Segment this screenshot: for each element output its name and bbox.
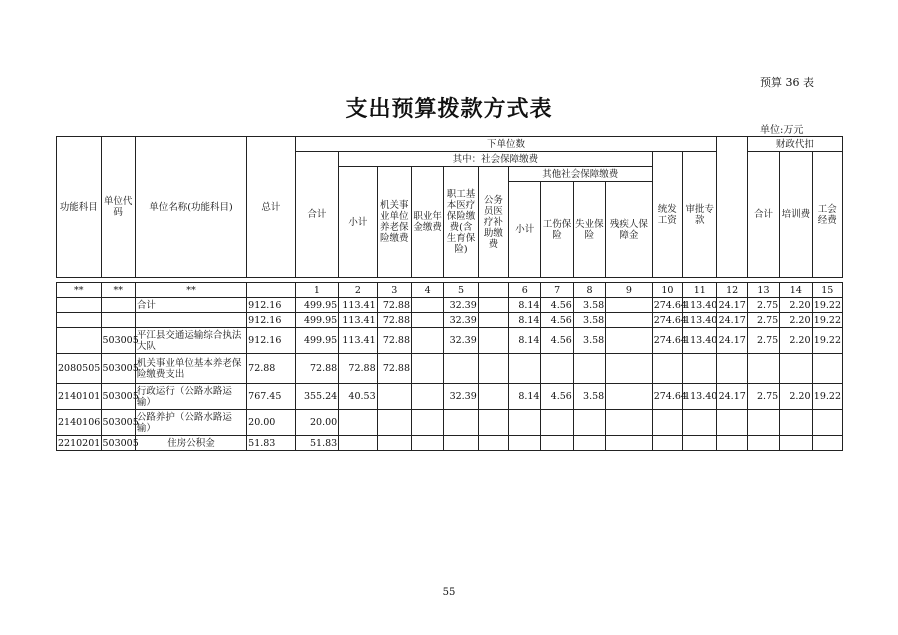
value-cell: 499.95	[295, 328, 338, 354]
value-cell: 24.17	[718, 299, 746, 311]
unit-code-cell: 503005	[102, 437, 139, 449]
value-cell	[444, 410, 478, 436]
index-row	[57, 283, 843, 298]
header-fiscal-deduct: 财政代扣	[747, 137, 842, 152]
unit-code-cell: 503005	[101, 410, 135, 436]
table-row	[57, 328, 843, 354]
value-cell: 72.88	[377, 298, 411, 313]
value-cell	[541, 410, 573, 436]
index-cell: 9	[606, 283, 653, 298]
index-cell: 2	[339, 283, 377, 298]
value-cell: 2.75	[747, 384, 779, 410]
value-cell	[606, 354, 653, 384]
index-cell	[478, 283, 508, 298]
index-cell: 14	[780, 283, 812, 298]
value-cell: 113.40	[684, 314, 718, 326]
value-cell	[412, 436, 444, 451]
header-fd-total: 合计	[747, 152, 779, 278]
value-cell	[412, 298, 444, 313]
value-cell	[683, 410, 717, 436]
value-cell	[812, 436, 842, 451]
index-cell: **	[135, 283, 246, 298]
header-training: 培训费	[780, 152, 812, 278]
index-cell: 12	[717, 283, 747, 298]
unit-code-cell	[101, 298, 135, 313]
index-cell: 13	[747, 283, 779, 298]
value-cell: 2.75	[747, 313, 779, 328]
value-cell: 72.88	[295, 354, 338, 384]
value-cell	[509, 410, 541, 436]
index-cell: 6	[509, 283, 541, 298]
header-medical: 职工基本医疗保险缴费(含生育保险)	[444, 167, 478, 278]
value-cell: 8.14	[509, 384, 541, 410]
table-row	[57, 354, 843, 384]
header-unit-code: 单位代码	[101, 137, 135, 278]
value-cell: 19.22	[812, 328, 842, 354]
unit-name-cell: 平江县交通运输综合执法大队	[135, 328, 246, 354]
table-row	[57, 313, 843, 328]
unit-name-cell: 公路养护（公路水路运输）	[135, 410, 246, 436]
table-row	[57, 384, 843, 410]
value-cell: 3.58	[573, 328, 605, 354]
value-cell: 113.41	[339, 298, 377, 313]
index-cell: 11	[683, 283, 717, 298]
value-cell	[444, 354, 478, 384]
value-cell	[780, 354, 812, 384]
table-row	[57, 298, 843, 313]
value-cell: 19.22	[813, 299, 841, 311]
value-cell: 2.75	[747, 328, 779, 354]
value-cell: 72.88	[377, 313, 411, 328]
value-cell: 19.22	[812, 384, 842, 410]
value-cell	[573, 410, 605, 436]
value-cell: 4.56	[541, 328, 573, 354]
value-cell	[717, 436, 747, 451]
total-cell: 72.88	[247, 354, 296, 384]
unit-name-cell: 机关事业单位基本养老保险缴费支出	[135, 354, 246, 384]
value-cell: 274.64	[652, 328, 682, 354]
value-cell	[573, 436, 605, 451]
index-cell: 3	[377, 283, 411, 298]
value-cell	[478, 384, 508, 410]
value-cell	[717, 410, 747, 436]
index-cell: **	[101, 283, 135, 298]
value-cell: 24.17	[717, 328, 747, 354]
func-code-cell: 2140101	[57, 384, 102, 410]
value-cell	[683, 436, 717, 451]
value-cell	[444, 436, 478, 451]
value-cell: 113.41	[339, 313, 377, 328]
unit-label: 单位:万元	[760, 125, 804, 136]
header-union: 工会经费	[812, 152, 843, 278]
header-injury: 工伤保险	[541, 182, 573, 278]
value-cell: 113.40	[684, 299, 718, 311]
index-cell: 4	[412, 283, 444, 298]
unit-name-cell	[135, 313, 246, 328]
total-cell: 912.16	[247, 313, 296, 328]
value-cell: 355.24	[295, 384, 338, 410]
value-cell	[606, 410, 653, 436]
value-cell: 72.88	[377, 328, 411, 354]
value-cell: 2.75	[747, 298, 779, 313]
value-cell	[412, 354, 444, 384]
index-cell: 7	[541, 283, 573, 298]
header-approval-placeholder	[717, 137, 747, 278]
header-approval: 审批专款	[682, 152, 717, 278]
value-cell: 32.39	[444, 298, 478, 313]
value-cell	[747, 436, 779, 451]
value-cell: 2.20	[780, 313, 812, 328]
value-cell	[747, 410, 779, 436]
value-cell: 499.95	[295, 298, 338, 313]
header-ss-subtotal: 小计	[339, 167, 377, 278]
value-cell: 499.95	[295, 313, 338, 328]
value-cell: 3.58	[573, 384, 605, 410]
value-cell	[377, 410, 411, 436]
unit-code-cell	[101, 313, 135, 328]
value-cell	[412, 384, 444, 410]
total-cell: 912.16	[247, 298, 296, 313]
unit-code-cell: 503005	[101, 328, 135, 354]
index-cell: 10	[652, 283, 682, 298]
page-title: 支出预算拨款方式表	[345, 97, 553, 122]
value-cell: 2.20	[780, 384, 812, 410]
value-cell	[478, 313, 508, 328]
budget-table-body	[56, 282, 843, 451]
value-cell: 8.14	[509, 328, 541, 354]
header-unit-name: 单位名称(功能科目)	[135, 137, 246, 278]
func-code-cell	[57, 328, 102, 354]
value-cell: 274.64	[652, 384, 682, 410]
value-cell	[652, 436, 682, 451]
header-unemployment: 失业保险	[573, 182, 605, 278]
index-cell: 15	[812, 283, 842, 298]
value-cell: 274.64	[653, 314, 687, 326]
value-cell: 113.41	[339, 328, 377, 354]
value-cell	[509, 354, 541, 384]
value-cell	[812, 410, 842, 436]
index-cell: 1	[295, 283, 338, 298]
value-cell	[541, 354, 573, 384]
value-cell	[747, 354, 779, 384]
value-cell	[478, 410, 508, 436]
header-unified-wage: 统发工资	[652, 152, 682, 278]
value-cell	[652, 354, 682, 384]
func-code-cell	[57, 298, 102, 313]
value-cell	[541, 436, 573, 451]
value-cell	[412, 410, 444, 436]
value-cell	[339, 410, 377, 436]
total-cell: 20.00	[247, 410, 296, 436]
table-row	[57, 436, 843, 451]
value-cell: 3.58	[573, 313, 605, 328]
value-cell: 32.39	[444, 384, 478, 410]
table-body	[57, 283, 843, 451]
value-cell: 4.56	[541, 384, 573, 410]
value-cell	[509, 436, 541, 451]
value-cell: 32.39	[444, 328, 478, 354]
value-cell	[606, 328, 653, 354]
value-cell: 4.56	[541, 313, 573, 328]
total-cell: 912.16	[247, 328, 296, 354]
value-cell: 24.17	[718, 314, 746, 326]
index-cell	[247, 283, 296, 298]
value-cell: 4.56	[541, 298, 573, 313]
index-cell: 8	[573, 283, 605, 298]
unit-name-cell: 住房公积金	[135, 436, 246, 451]
table-row	[57, 410, 843, 436]
budget-table	[56, 136, 843, 278]
header-disability: 残疾人保障金	[606, 182, 653, 278]
func-code-cell: 2210201	[58, 437, 101, 449]
func-code-cell: 2140106	[57, 410, 102, 436]
value-cell: 32.39	[444, 313, 478, 328]
header-social-security: 其中：社会保障缴费	[339, 152, 652, 167]
value-cell	[412, 328, 444, 354]
value-cell: 2.20	[780, 328, 812, 354]
header-func-subject: 功能科目	[57, 137, 102, 278]
value-cell	[478, 328, 508, 354]
value-cell	[377, 436, 411, 451]
header-annuity: 职业年金缴费	[411, 167, 443, 278]
index-cell: **	[57, 283, 102, 298]
value-cell: 113.40	[683, 328, 717, 354]
value-cell	[339, 436, 377, 451]
value-cell	[780, 436, 812, 451]
unit-code-cell: 503005	[101, 384, 135, 410]
value-cell: 2.20	[780, 298, 812, 313]
value-cell: 19.22	[813, 314, 841, 326]
unit-code-cell: 503005	[101, 354, 135, 384]
table-number: 预算 36 表	[760, 76, 814, 89]
value-cell	[573, 354, 605, 384]
value-cell: 72.88	[339, 354, 377, 384]
header-lower-units: 下单位数	[295, 137, 717, 152]
value-cell	[412, 313, 444, 328]
value-cell	[377, 384, 411, 410]
value-cell: 72.88	[377, 354, 411, 384]
total-cell: 767.45	[247, 384, 296, 410]
index-cell: 5	[444, 283, 478, 298]
total-cell: 51.83	[247, 436, 296, 451]
value-cell	[478, 354, 508, 384]
value-cell	[812, 354, 842, 384]
unit-name-cell: 行政运行（公路水路运输）	[135, 384, 246, 410]
value-cell: 3.58	[573, 298, 605, 313]
func-code-cell	[57, 313, 102, 328]
value-cell	[606, 313, 653, 328]
value-cell: 113.40	[683, 384, 717, 410]
header-civil-medical: 公务员医疗补助缴费	[478, 167, 508, 278]
func-code-cell: 2080505	[57, 354, 102, 384]
value-cell	[606, 436, 653, 451]
header-total: 总计	[247, 137, 296, 278]
value-cell	[652, 410, 682, 436]
value-cell: 8.14	[509, 313, 541, 328]
value-cell: 8.14	[509, 298, 541, 313]
value-cell: 40.53	[339, 384, 377, 410]
header-other-subtotal: 小计	[509, 182, 541, 278]
header-lower-total: 合计	[295, 152, 338, 278]
page-number: 55	[442, 587, 456, 598]
value-cell	[606, 384, 653, 410]
value-cell: 51.83	[295, 436, 338, 451]
value-cell: 274.64	[653, 299, 687, 311]
value-cell	[478, 436, 508, 451]
value-cell	[780, 410, 812, 436]
header-pension: 机关事业单位养老保险缴费	[377, 167, 411, 278]
header-other-ss: 其他社会保障缴费	[509, 167, 653, 182]
value-cell: 24.17	[717, 384, 747, 410]
unit-name-cell: 合计	[135, 298, 246, 313]
value-cell	[606, 298, 653, 313]
value-cell: 20.00	[295, 410, 338, 436]
value-cell	[478, 298, 508, 313]
value-cell	[717, 354, 747, 384]
table-header	[57, 137, 843, 278]
value-cell	[683, 354, 717, 384]
